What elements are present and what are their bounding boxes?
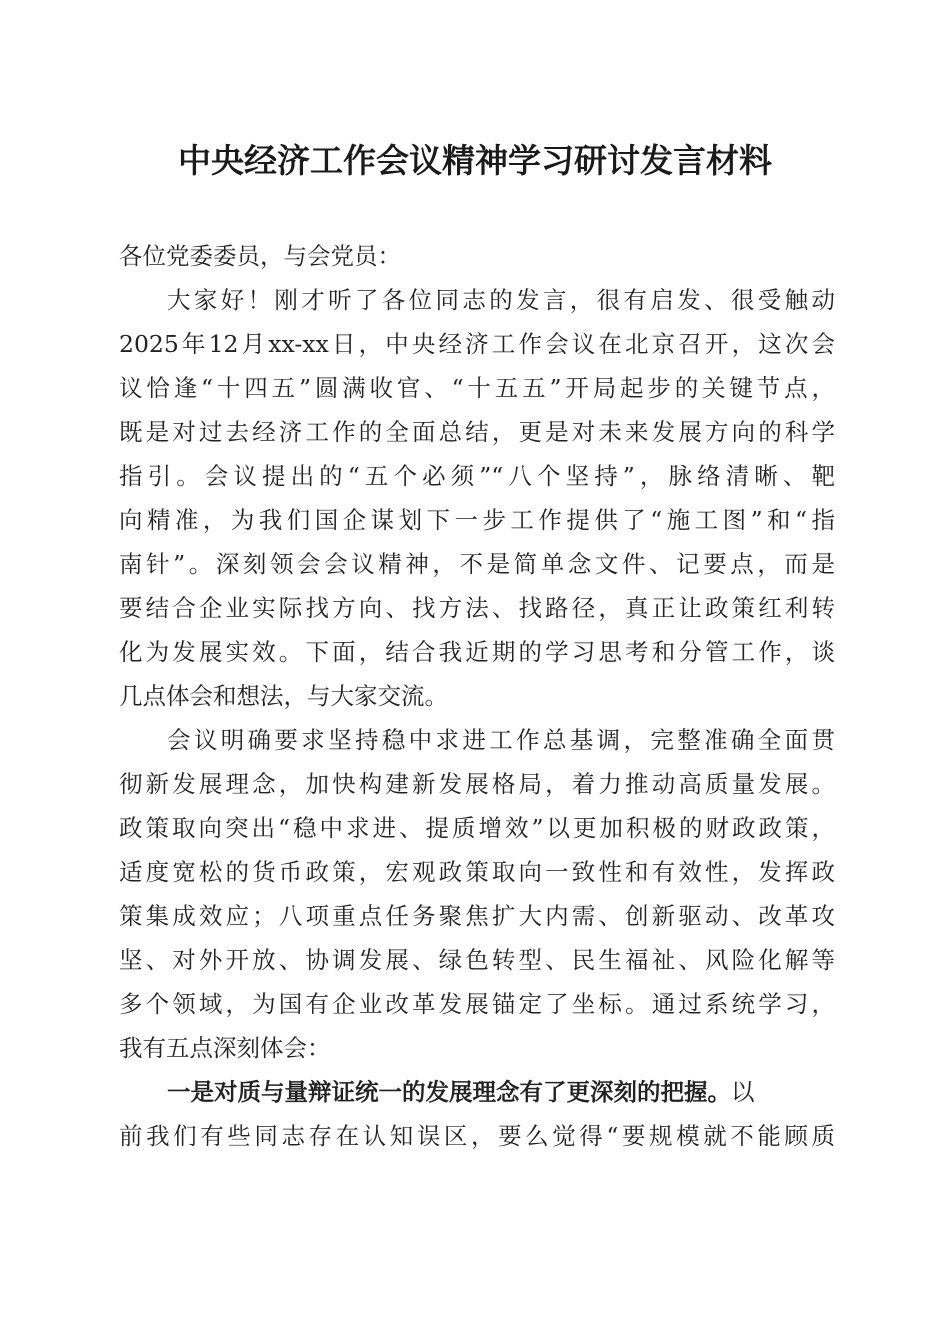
text-line: [119, 1070, 835, 1114]
text-line: 多个领域，为国有企业改革发展锚定了坐标。通过系统学习，: [119, 990, 835, 1018]
text-line: 前我们有些同志存在认知误区，要么觉得“要规模就不能顾质: [119, 1122, 835, 1150]
text-line: 会议明确要求坚持稳中求进工作总基调，完整准确全面贯: [167, 726, 835, 754]
document-body: [119, 234, 835, 1158]
text-line: 几点体会和想法，与大家交流。: [119, 682, 448, 710]
text-line: 议恰逢“十四五”圆满收官、“十五五”开局起步的关键节点，: [119, 374, 835, 402]
text-line: 2025年12月xx-xx日，中央经济工作会议在北京召开，这次会: [119, 330, 835, 358]
text-line: 要结合企业实际找方向、找方法、找路径，真正让政策红利转: [119, 594, 835, 622]
text-line: 适度宽松的货币政策，宏观政策取向一致性和有效性，发挥政: [119, 858, 835, 886]
text-line: 既是对过去经济工作的全面总结，更是对未来发展方向的科学: [119, 418, 835, 446]
bold-lead-text: 一是对质与量辩证统一的发展理念有了更深刻的把握。: [167, 1078, 731, 1106]
text-line: 化为发展实效。下面，结合我近期的学习思考和分管工作，谈: [119, 638, 835, 666]
text-line: 南针”。深刻领会会议精神，不是简单念文件、记要点，而是: [119, 550, 835, 578]
text-line: 策集成效应；八项重点任务聚焦扩大内需、创新驱动、改革攻: [119, 902, 835, 930]
text-line: 大家好！刚才听了各位同志的发言，很有启发、很受触动: [167, 286, 835, 314]
text-line: 彻新发展理念，加快构建新发展格局，着力推动高质量发展。: [119, 770, 835, 798]
salutation: 各位党委委员，与会党员：: [119, 242, 401, 270]
document-title: 中央经济工作会议精神学习研讨发言材料: [178, 141, 772, 180]
lead-rest-text: 以: [731, 1078, 755, 1106]
text-line: 向精准，为我们国企谋划下一步工作提供了“施工图”和“指: [119, 506, 835, 534]
text-line: 政策取向突出“稳中求进、提质增效”以更加积极的财政政策，: [119, 814, 835, 842]
text-line: 我有五点深刻体会：: [119, 1034, 331, 1062]
text-line: 指引。会议提出的“五个必须”“八个坚持”，脉络清晰、靶: [119, 462, 835, 490]
text-line: 坚、对外开放、协调发展、绿色转型、民生福祉、风险化解等: [119, 946, 835, 974]
